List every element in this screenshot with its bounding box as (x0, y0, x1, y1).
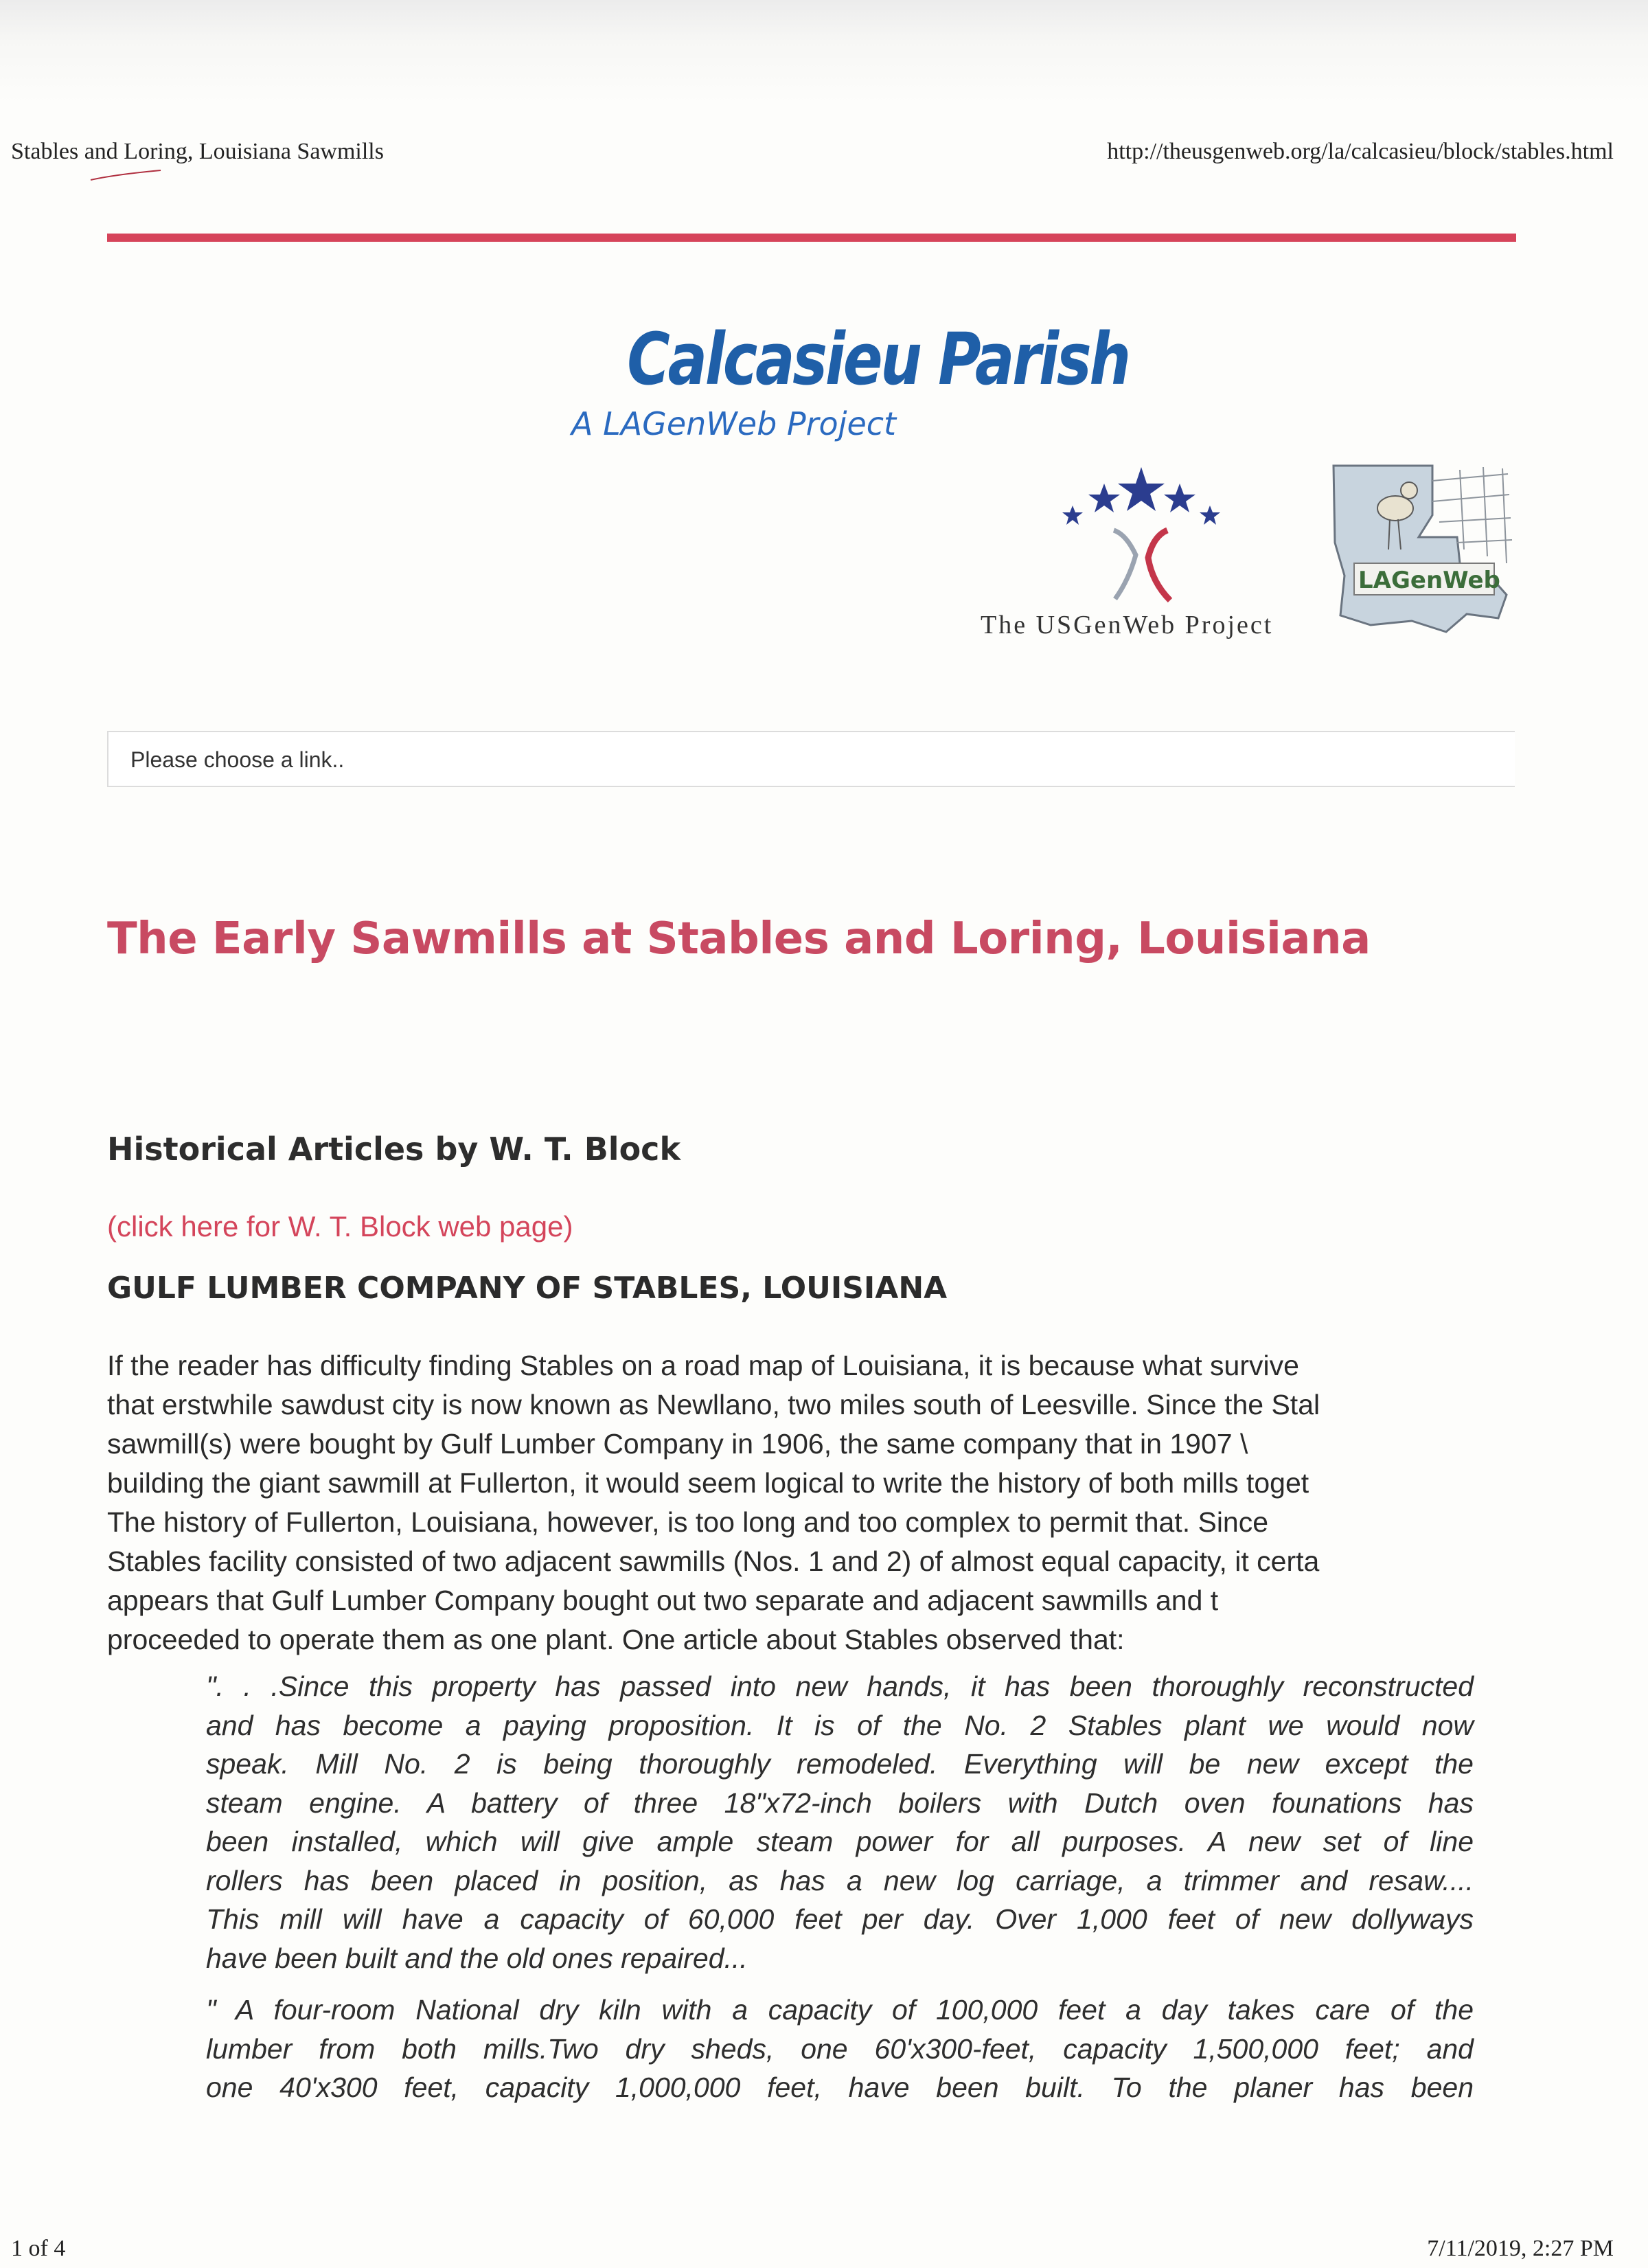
intro-line: that erstwhile sawdust city is now known as Newllano, two miles south of Leesville. Since the Stal (107, 1389, 1320, 1420)
quote-line: have been built and the old ones repaired... (206, 1942, 748, 1974)
intro-line: Stables facility consisted of two adjacent sawmills (Nos. 1 and 2) of almost equal capacity, it certa (107, 1545, 1320, 1577)
quote-line: rollers has been placed in position, as has a new log carriage, a trimmer and resaw.... (206, 1864, 1474, 1896)
usgenweb-caption: The USGenWeb Project (981, 611, 1274, 639)
blockquote (206, 1667, 1474, 1977)
usgenweb-stars-icon[interactable] (1045, 464, 1237, 609)
pen-mark-icon (88, 168, 163, 183)
intro-line: building the giant sawmill at Fullerton, it would seem logical to write the history of both mills toget (107, 1467, 1309, 1499)
scan-edge (0, 0, 1648, 103)
author-page-link[interactable]: (click here for W. T. Block web page) (107, 1210, 573, 1243)
lagenweb-map-icon[interactable] (1329, 460, 1522, 646)
lagenweb-label: LAGenWeb (1358, 567, 1500, 594)
print-header (11, 139, 1614, 165)
intro-line: The history of Fullerton, Louisiana, however, is too long and too complex to permit that. Since (107, 1506, 1269, 1538)
page-title: The Early Sawmills at Stables and Loring, Louisiana (107, 914, 1371, 964)
quote-line: This mill will have a capacity of 60,000 feet per day. Over 1,000 feet of new dollyways (206, 1903, 1474, 1935)
print-url: http://theusgenweb.org/la/calcasieu/block/stables.html (1107, 139, 1614, 164)
quote-line: ". . .Since this property has passed into new hands, it has been thoroughly reconstructed (206, 1670, 1474, 1702)
quote-line: speak. Mill No. 2 is being thoroughly remodeled. Everything will be new except the (206, 1748, 1474, 1780)
link-select-dropdown[interactable] (107, 731, 1515, 787)
quote-line: steam engine. A battery of three 18"x72-inch boilers with Dutch oven founations has (206, 1787, 1474, 1819)
series-heading: Historical Articles by W. T. Block (107, 1131, 681, 1168)
intro-line: proceeded to operate them as one plant. One article about Stables observed that: (107, 1624, 1125, 1655)
intro-paragraph (107, 1346, 1515, 1662)
header-rule (107, 234, 1516, 242)
print-page-title: Stables and Loring, Louisiana Sawmills (11, 139, 384, 164)
intro-line: If the reader has difficulty finding Stables on a road map of Louisiana, it is because what survive (107, 1350, 1299, 1381)
quote-line: one 40'x300 feet, capacity 1,000,000 feet, have been built. To the planer has been (206, 2072, 1474, 2103)
section-heading: GULF LUMBER COMPANY OF STABLES, LOUISIANA (107, 1271, 948, 1306)
site-title[interactable]: Calcasieu Parish (627, 317, 1129, 401)
quote-line: and has become a paying proposition. It is of the No. 2 Stables plant we would now (206, 1709, 1474, 1741)
intro-line: appears that Gulf Lumber Company bought out two separate and adjacent sawmills and t (107, 1585, 1219, 1616)
quote-line: been installed, which will give ample steam power for all purposes. A new set of line (206, 1826, 1474, 1857)
intro-line: sawmill(s) were bought by Gulf Lumber Company in 1906, the same company that in 1907 \ (107, 1428, 1248, 1460)
print-page-count: 1 of 4 (11, 2236, 66, 2261)
print-timestamp: 7/11/2019, 2:27 PM (1427, 2236, 1614, 2261)
site-subtitle: A LAGenWeb Project (571, 405, 897, 442)
link-select-value: Please choose a link.. (130, 747, 345, 772)
quote-line: lumber from both mills.Two dry sheds, one 60'x300-feet, capacity 1,500,000 feet; and (206, 2032, 1474, 2065)
blockquote (206, 1991, 1474, 2107)
quote-line: " A four-room National dry kiln with a capacity of 100,000 feet a day takes care of the (206, 1994, 1474, 2026)
print-footer (11, 2236, 1614, 2262)
